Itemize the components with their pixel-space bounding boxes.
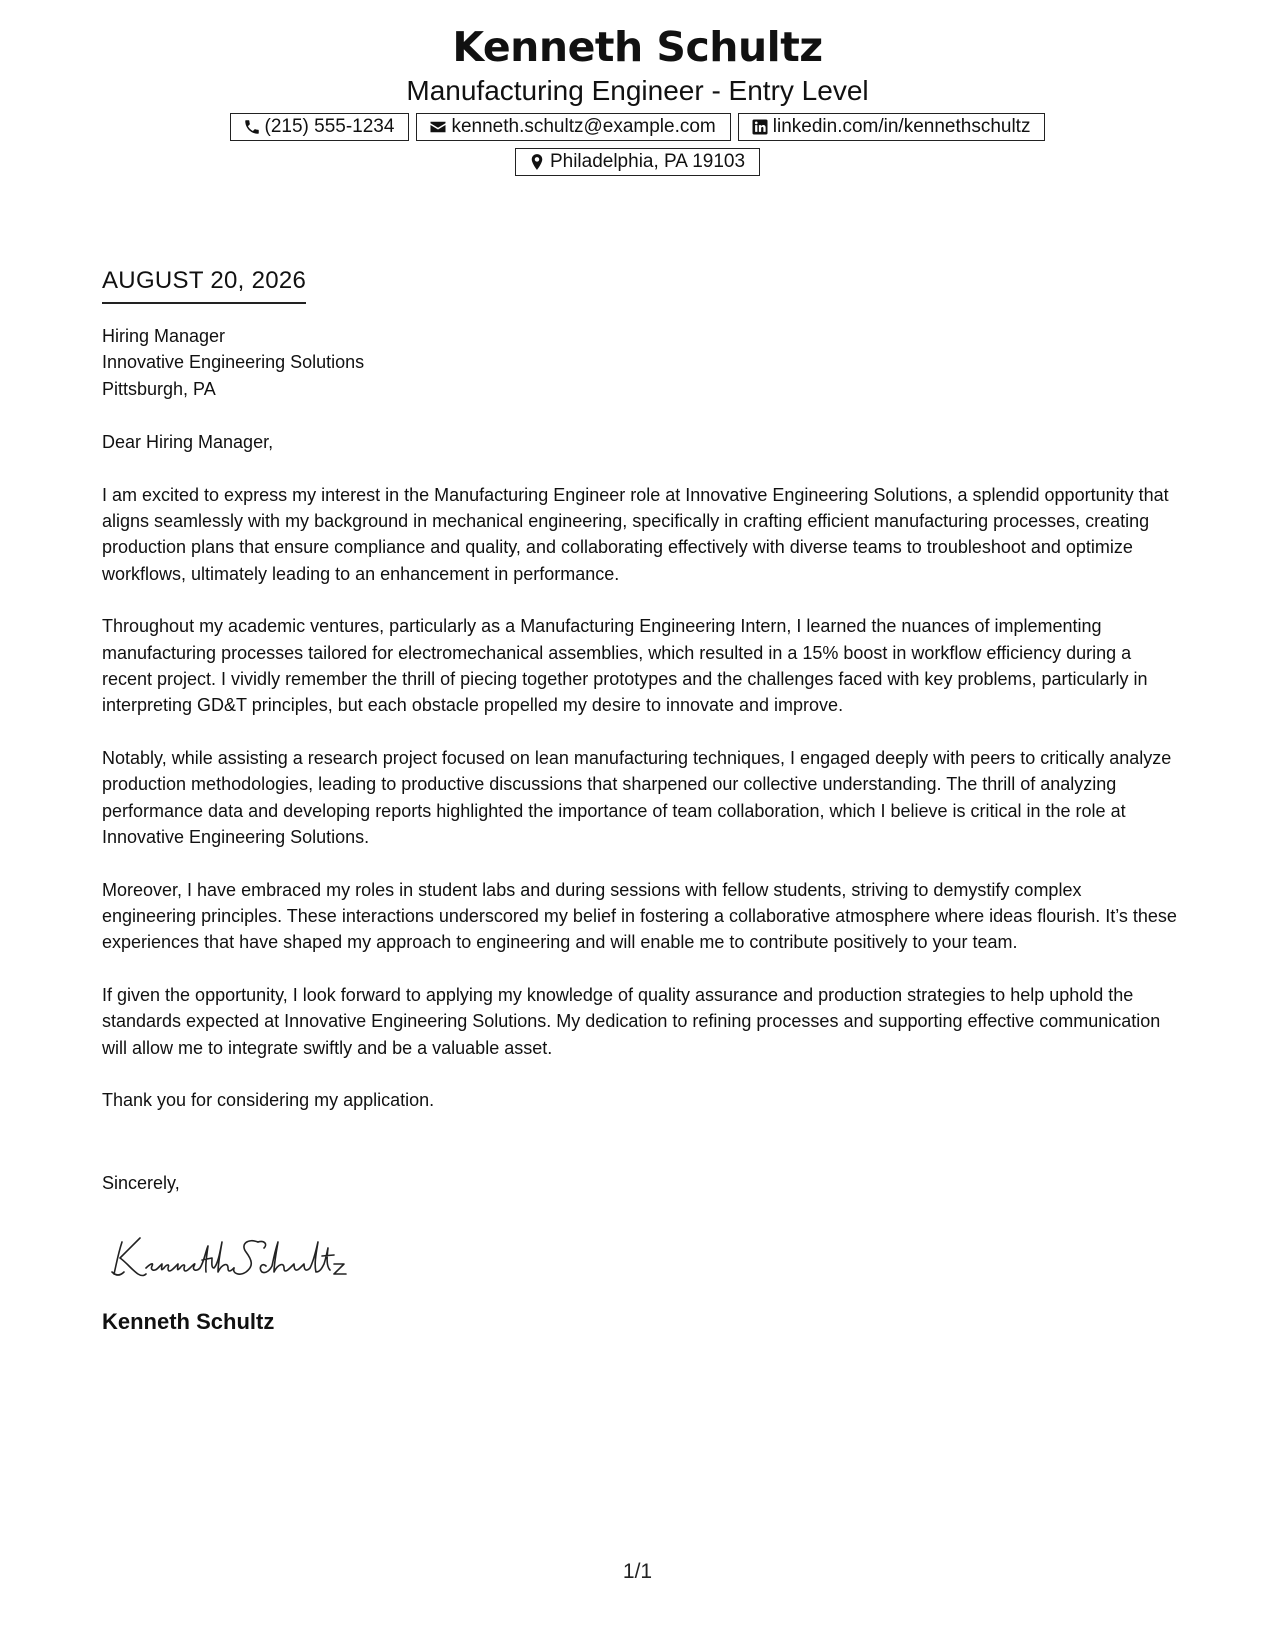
recipient-name: Hiring Manager: [102, 326, 226, 346]
linkedin-icon: [751, 118, 769, 136]
envelope-icon: [429, 118, 447, 136]
location-contact: [515, 148, 760, 176]
paragraph-internship: Throughout my academic ventures, particularly as a Manufacturing Engineering Intern, I learned the nuances of implementing manufacturing processes tailored for electromechanical assemblies, which resulted in a 15% boost in workflow efficiency during a recent project. I vividly remember the thrill of piecing together prototypes and the challenges faced with key problems, particularly in interpreting GD&T principles, but each obstacle propelled my desire to innovate and improve.: [102, 616, 1148, 716]
recipient-location: Pittsburgh, PA: [102, 378, 216, 399]
paragraph-labs: Moreover, I have embraced my roles in student labs and during sessions with fellow students, striving to demystify complex engineering principles. These interactions underscored my belief in fostering a collaborative atmosphere where ideas flourish. It’s these experiences that have shaped my approach to engineering and will enable me to contribute positively to your team.: [102, 879, 1177, 953]
email-contact[interactable]: [416, 113, 730, 141]
contact-row-secondary: [0, 148, 1275, 176]
salutation: Dear Hiring Manager,: [102, 432, 274, 453]
recipient-block: [102, 323, 1177, 402]
letter-body: [102, 323, 1177, 1113]
recipient-company: Innovative Engineering Solutions: [102, 352, 365, 373]
phone-icon: [243, 118, 261, 136]
paragraph-research: Notably, while assisting a research project focused on lean manufacturing techniques, I engaged deeply with peers to critically analyze production methodologies, leading to productive discussions that sharpened our collective understanding. The thrill of analyzing performance data and developing reports highlighted the importance of team collaboration, which I believe is critical in the role at Innovative Engineering Solutions.: [102, 747, 1172, 848]
paragraph-opportunity: If given the opportunity, I look forward to applying my knowledge of quality assurance and production strategies to help uphold the standards expected at Innovative Engineering Solutions. My dedication to refining processes and supporting effective communication will allow me to integrate swiftly and be a valuable asset.: [102, 984, 1161, 1058]
email-text: kenneth.schultz@example.com: [451, 116, 716, 137]
page-indicator: 1/1: [622, 1560, 653, 1583]
linkedin-text: linkedin.com/in/kennethschultz: [772, 116, 1031, 137]
paragraph-thanks: Thank you for considering my application.: [102, 1089, 435, 1110]
linkedin-contact[interactable]: [738, 113, 1046, 141]
closing: Sincerely,: [102, 1173, 180, 1193]
location-text: Philadelphia, PA 19103: [549, 151, 746, 172]
map-pin-icon: [528, 153, 546, 171]
phone-contact[interactable]: [230, 113, 410, 141]
phone-text: (215) 555-1234: [264, 116, 395, 137]
job-title: Manufacturing Engineer - Entry Level: [406, 75, 869, 106]
letter-date: AUGUST 20, 2026: [102, 266, 306, 304]
letter-header: [0, 20, 1275, 176]
signer-name: Kenneth Schultz: [102, 1309, 275, 1334]
applicant-name: Kenneth Schultz: [452, 23, 823, 71]
contact-row-primary: [0, 113, 1275, 141]
handwritten-signature: [108, 1228, 368, 1288]
paragraph-intro: I am excited to express my interest in the Manufacturing Engineer role at Innovative Engineering Solutions, a splendid opportunity that aligns seamlessly with my background in mechanical engineering, specifically in crafting efficient manufacturing processes, creating production plans that ensure compliance and quality, and collaborating effectively with diverse teams to troubleshoot and optimize workflows, ultimately leading to an enhancement in performance.: [102, 484, 1169, 584]
